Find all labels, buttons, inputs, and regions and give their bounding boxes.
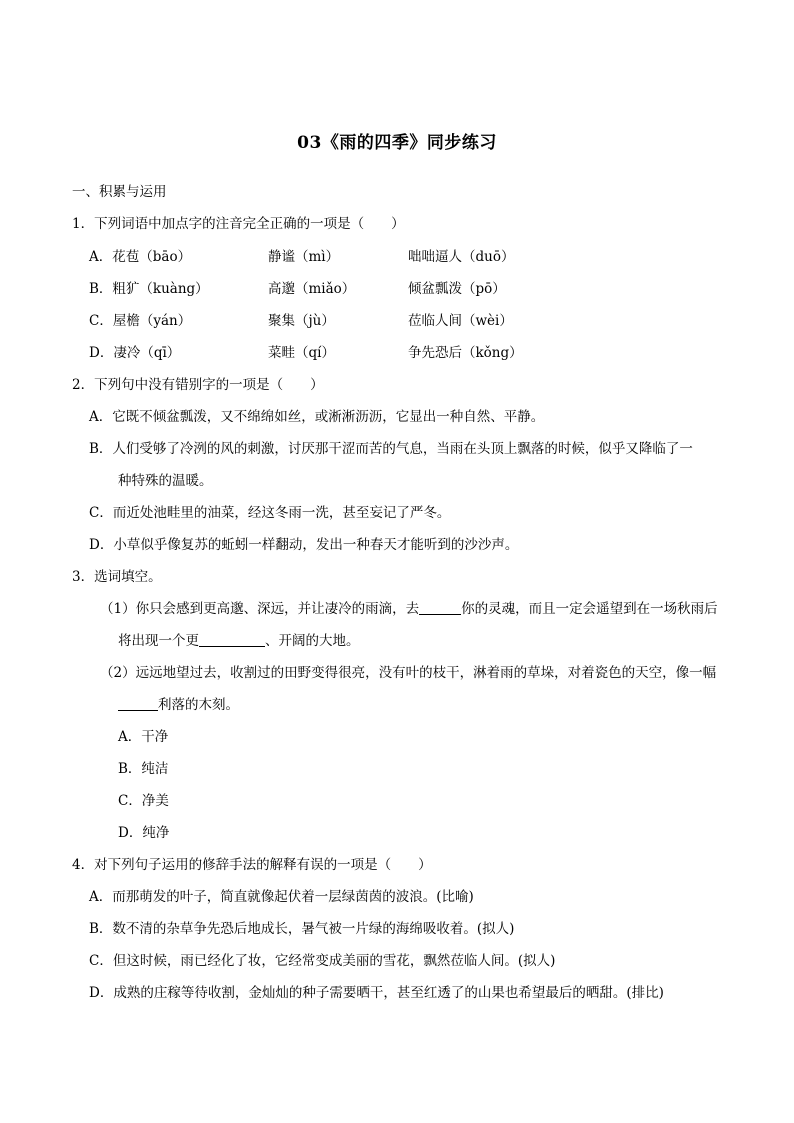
q1-option-c-word-1: C．屋檐（yán） — [89, 313, 192, 329]
q3-part-1-text-before: （1）你只会感到更高邈、深远，并让凄冷的雨滴，去 — [100, 601, 420, 617]
q4-option-c: C．但这时候，雨已经化了妆，它经常变成美丽的雪花，飘然莅临人间。(拟人) — [89, 953, 556, 969]
q3-part-2-text-after: 利落的木刻。 — [158, 697, 239, 713]
question-1-stem: 1．下列词语中加点字的注音完全正确的一项是（ ） — [72, 216, 405, 232]
q1-option-d-word-1: D．凄冷（qī） — [89, 345, 181, 361]
question-4-stem: 4．对下列句子运用的修辞手法的解释有误的一项是（ ） — [72, 857, 432, 873]
q1-option-a-word-2: 静谧（mì） — [268, 249, 340, 265]
section-heading: 一、积累与运用 — [72, 184, 167, 200]
q2-option-c: C．而近处池畦里的油菜，经这冬雨一洗，甚至妄记了严冬。 — [89, 505, 451, 521]
q3-option-d: D．纯净 — [118, 825, 170, 841]
q1-option-d-word-3: 争先恐后（kǒng） — [408, 345, 523, 361]
q3-part-1-line-2 — [118, 632, 360, 650]
q1-option-c-word-3: 莅临人间（wèi） — [408, 313, 513, 329]
q3-part-1-line-1 — [100, 600, 718, 618]
q3-part-2-line-2 — [118, 696, 239, 714]
q1-option-a-word-1: A．花苞（bāo） — [89, 249, 192, 265]
q4-option-b: B．数不清的杂草争先恐后地成长，暑气被一片绿的海绵吸收着。(拟人) — [89, 921, 515, 937]
q3-option-a: A．干净 — [118, 729, 169, 745]
q1-option-b-word-3: 倾盆瓢泼（pō） — [408, 281, 506, 297]
q4-option-d: D．成熟的庄稼等待收割，金灿灿的种子需要晒干，甚至红透了的山果也希望最后的晒甜。(排比) — [89, 985, 664, 1001]
q1-option-b-word-1: B．粗犷（kuàng） — [89, 281, 209, 297]
q3-part-2-line-1: （2）远远地望过去，收割过的田野变得很亮，没有叶的枝干，淋着雨的草垛，对着瓷色的天空，像一幅 — [100, 665, 717, 681]
q3-option-c: C．净美 — [118, 793, 169, 809]
q2-option-b-line-1: B．人们受够了冷洌的风的刺激，讨厌那干涩而苦的气息，当雨在头顶上飘落的时候，似乎又降临了一 — [89, 441, 693, 457]
fill-blank-1[interactable] — [419, 600, 461, 615]
q3-part-1b-text-after: 、开阔的大地。 — [265, 633, 360, 649]
q3-part-1b-text-before: 将出现一个更 — [118, 633, 199, 649]
fill-blank-2[interactable] — [199, 632, 265, 647]
q1-option-b-word-2: 高邈（miǎo） — [268, 281, 356, 297]
q2-option-d: D．小草似乎像复苏的蚯蚓一样翻动，发出一种春天才能听到的沙沙声。 — [89, 537, 519, 553]
q3-option-b: B．纯洁 — [118, 761, 169, 777]
question-3-stem: 3．选词填空。 — [72, 569, 162, 585]
q1-option-c-word-2: 聚集（jù） — [268, 313, 335, 329]
q3-part-1-text-after: 你的灵魂，而且一定会遥望到在一场秋雨后 — [461, 601, 718, 617]
q2-option-a: A．它既不倾盆瓢泼，又不绵绵如丝，或淅淅沥沥，它显出一种自然、平静。 — [89, 409, 545, 425]
q1-option-a-word-3: 咄咄逼人（duō） — [408, 249, 515, 265]
page-title: 03《雨的四季》同步练习 — [297, 133, 497, 153]
q4-option-a: A．而那萌发的叶子，简直就像起伏着一层绿茵茵的波浪。(比喻) — [89, 889, 474, 905]
question-2-stem: 2．下列句中没有错别字的一项是（ ） — [72, 377, 324, 393]
q2-option-b-line-2: 种特殊的温暖。 — [118, 473, 213, 489]
fill-blank-3[interactable] — [118, 696, 158, 711]
q1-option-d-word-2: 菜畦（qí） — [268, 345, 335, 361]
